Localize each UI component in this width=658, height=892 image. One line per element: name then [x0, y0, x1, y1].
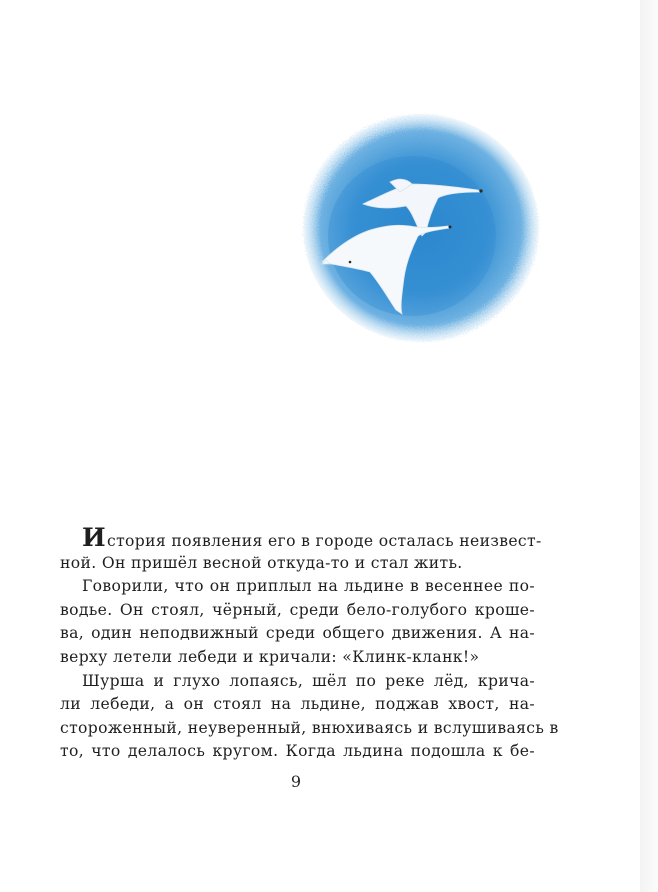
- text-line: стория появления его в городе осталась неизвест-: [106, 532, 542, 550]
- swans-in-blue-sky-icon: [300, 112, 542, 344]
- page-gutter: [640, 0, 658, 892]
- text-line-4: водье. Он стоял, чёрный, среди бело-голубого кроше-: [60, 600, 535, 619]
- text-line-2: ной. Он пришёл весной откуда-то и стал жить.: [60, 553, 463, 572]
- text-line-10: то, что делалось кругом. Когда льдина подошла к бе-: [60, 742, 535, 761]
- text-line-3: Говорили, что он приплыл на льдине в весеннее по-: [82, 577, 535, 596]
- text-line-9: стороженный, неуверенный, внюхиваясь и вслушиваясь в: [60, 718, 559, 737]
- text-line-1: [60, 523, 542, 552]
- page-number: 9: [290, 772, 302, 791]
- swans-illustration: [300, 112, 542, 344]
- text-line-8: ли лебеди, а он стоял на льдине, поджав хвост, на-: [60, 695, 535, 714]
- text-line-5: ва, один неподвижный среди общего движения. А на-: [60, 624, 535, 643]
- body-text: [60, 523, 559, 764]
- drop-cap: И: [82, 523, 106, 552]
- text-line-6: верху летели лебеди и кричали: «Клинк-кланк!»: [60, 647, 480, 666]
- text-line-7: Шурша и глухо лопаясь, шёл по реке лёд, крича-: [82, 671, 535, 690]
